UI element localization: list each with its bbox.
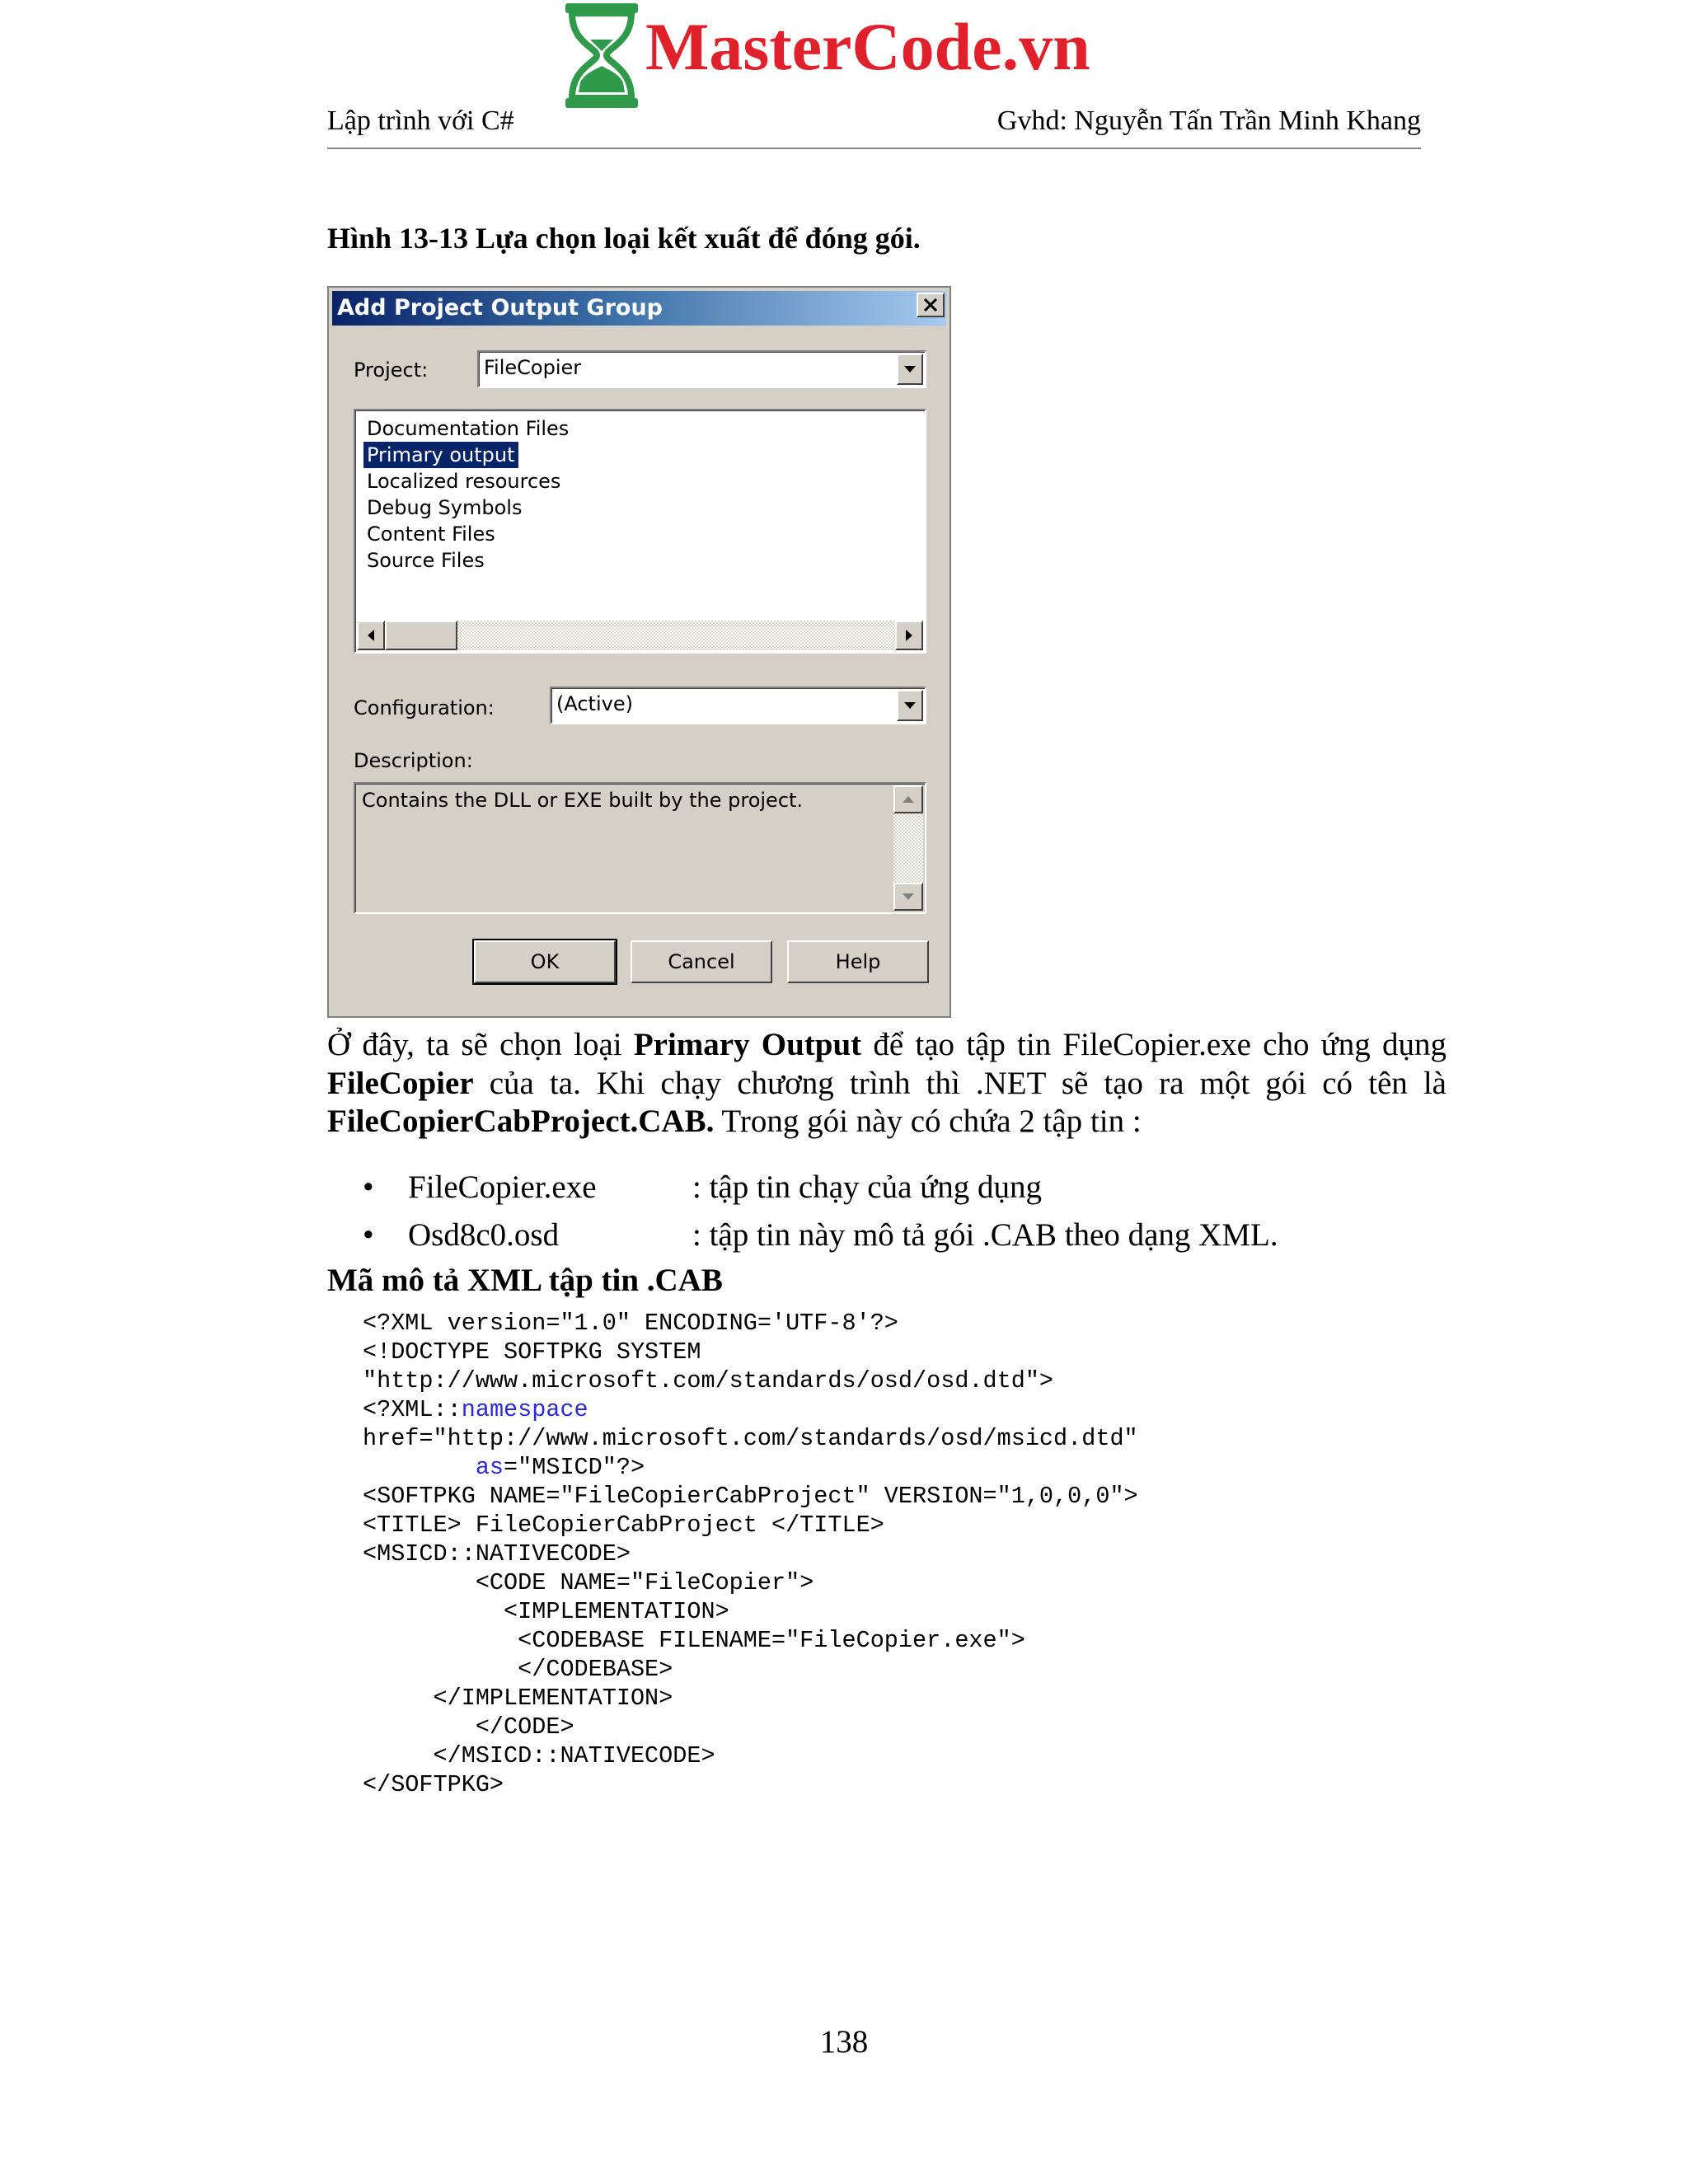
arrow-up-icon	[902, 795, 915, 804]
site-logo	[560, 0, 1104, 111]
list-item[interactable]: Source Files	[367, 549, 485, 572]
horizontal-scrollbar[interactable]	[357, 621, 923, 650]
page-number: 138	[819, 2024, 869, 2060]
arrow-right-icon	[905, 629, 913, 642]
configuration-label: Configuration:	[354, 696, 495, 719]
scroll-right-button[interactable]	[895, 621, 923, 650]
figure-caption: Hình 13-13 Lựa chọn loại kết xuất để đóng gói.	[327, 222, 921, 255]
add-project-output-dialog	[327, 286, 951, 1018]
list-item[interactable]: Debug Symbols	[367, 496, 523, 519]
code-text	[363, 1454, 476, 1481]
hourglass-icon	[560, 0, 643, 111]
code-text: ="MSICD"?>	[504, 1454, 645, 1481]
para-text: để tạo tập tin FileCopier.exe cho ứng dụng	[861, 1027, 1447, 1062]
chevron-down-icon	[903, 365, 917, 373]
code-line: "http://www.microsoft.com/standards/osd/osd.dtd">	[363, 1367, 1054, 1394]
code-line: </CODEBASE>	[363, 1656, 673, 1683]
bullet-dot: •	[363, 1217, 374, 1253]
description-text: Contains the DLL or EXE built by the project.	[362, 789, 804, 812]
chevron-down-icon	[903, 701, 917, 710]
code-line: <!DOCTYPE SOFTPKG SYSTEM	[363, 1338, 701, 1366]
header-left: Lập trình với C#	[327, 105, 514, 136]
header-divider	[327, 148, 1421, 149]
list-item[interactable]: Localized resources	[367, 470, 561, 493]
project-label: Project:	[354, 359, 429, 382]
code-line: <CODEBASE FILENAME="FileCopier.exe">	[363, 1627, 1025, 1654]
list-item[interactable]: Documentation Files	[367, 417, 570, 440]
scroll-left-button[interactable]	[357, 621, 385, 650]
code-keyword: as	[475, 1454, 504, 1481]
configuration-dropdown[interactable]	[550, 687, 926, 724]
description-label: Description:	[354, 749, 473, 772]
arrow-down-icon	[902, 893, 915, 901]
xml-code-block	[363, 1309, 1138, 1799]
bullet-filename: Osd8c0.osd	[408, 1217, 560, 1253]
code-line: <TITLE> FileCopierCabProject </TITLE>	[363, 1511, 884, 1539]
section-heading: Mã mô tả XML tập tin .CAB	[327, 1263, 723, 1298]
code-keyword: namespace	[461, 1396, 588, 1423]
code-line: </IMPLEMENTATION>	[363, 1685, 673, 1712]
code-line	[363, 1395, 1138, 1424]
configuration-value: (Active)	[556, 692, 633, 715]
code-line: <CODE NAME="FileCopier">	[363, 1569, 814, 1596]
code-line: <?XML version="1.0" ENCODING='UTF-8'?>	[363, 1310, 898, 1337]
para-bold: FileCopierCabProject.CAB.	[327, 1104, 715, 1139]
scroll-thumb[interactable]	[385, 621, 457, 650]
arrow-left-icon	[367, 629, 375, 642]
list-item-selected[interactable]: Primary output	[363, 442, 518, 468]
code-line	[363, 1453, 1138, 1482]
list-item[interactable]: Content Files	[367, 523, 495, 546]
close-icon	[923, 298, 938, 312]
bullet-description: : tập tin này mô tả gói .CAB theo dạng XML.	[692, 1217, 1278, 1253]
code-line: </MSICD::NATIVECODE>	[363, 1742, 715, 1769]
close-button[interactable]	[917, 293, 945, 317]
code-text: <?XML::	[363, 1396, 462, 1423]
para-bold: Primary Output	[633, 1027, 862, 1062]
code-line: <IMPLEMENTATION>	[363, 1598, 729, 1625]
bullet-description: : tập tin chạy của ứng dụng	[692, 1169, 1043, 1205]
dialog-title: Add Project Output Group	[337, 295, 663, 321]
project-value: FileCopier	[484, 356, 582, 379]
header-right: Gvhd: Nguyễn Tấn Trần Minh Khang	[996, 105, 1421, 136]
code-line: href="http://www.microsoft.com/standards/osd/msicd.dtd"	[363, 1425, 1138, 1452]
project-dropdown-button[interactable]	[897, 354, 923, 385]
output-group-list[interactable]	[354, 409, 926, 654]
body-paragraph	[327, 1026, 1447, 1141]
code-line: <MSICD::NATIVECODE>	[363, 1540, 631, 1568]
scroll-down-button[interactable]	[893, 883, 923, 911]
help-button[interactable]: Help	[787, 940, 929, 983]
logo-text: MasterCode.vn	[645, 9, 1090, 84]
para-text: Ở đây, ta sẽ chọn loại	[327, 1027, 634, 1062]
bullet-dot: •	[363, 1169, 374, 1205]
vertical-scrollbar[interactable]	[893, 785, 923, 911]
para-bold: FileCopier	[327, 1065, 474, 1101]
configuration-dropdown-button[interactable]	[897, 690, 923, 721]
code-line: <SOFTPKG NAME="FileCopierCabProject" VERSION="1,0,0,0">	[363, 1483, 1138, 1510]
cancel-button[interactable]: Cancel	[631, 940, 772, 983]
bullet-filename: FileCopier.exe	[408, 1169, 597, 1205]
description-box	[354, 782, 926, 914]
project-dropdown[interactable]	[477, 350, 926, 388]
code-line: </SOFTPKG>	[363, 1771, 504, 1798]
code-line: </CODE>	[363, 1713, 574, 1741]
para-text: của ta. Khi chạy chương trình thì .NET sẽ tạo ra một gói có tên là	[473, 1065, 1447, 1101]
scroll-up-button[interactable]	[893, 785, 923, 813]
dialog-titlebar[interactable]	[332, 291, 946, 326]
ok-button[interactable]: OK	[474, 940, 616, 983]
para-text: Trong gói này có chứa 2 tập tin :	[714, 1104, 1142, 1139]
